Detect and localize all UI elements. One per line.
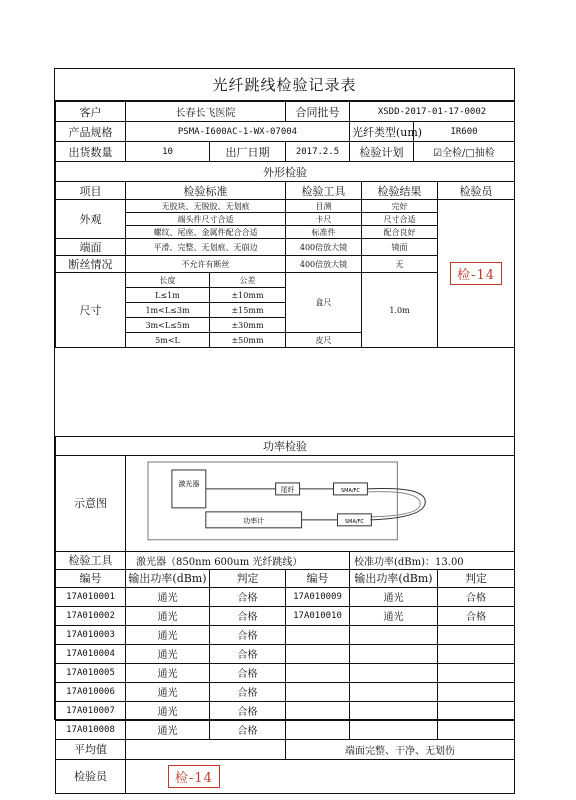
exterior-label: 外观 <box>56 200 126 239</box>
endface-label: 端面 <box>56 239 126 256</box>
row-power <box>350 720 438 739</box>
qty-label: 出货数量 <box>56 142 126 162</box>
exterior-result-2: 尺寸合适 <box>362 213 438 226</box>
row-power: 通光 <box>126 625 210 644</box>
row-no <box>286 663 350 682</box>
row-judge: 合格 <box>438 587 515 606</box>
row-no <box>286 644 350 663</box>
break-tool: 400倍放大镜 <box>286 256 362 273</box>
endface-standard: 平滑、完整、无划痕、无崩边 <box>126 239 286 256</box>
row-no <box>286 701 350 720</box>
diagram-label: 示意图 <box>56 456 126 552</box>
row-no: 17A010002 <box>56 606 126 625</box>
exterior-standard-2: 端头件尺寸合适 <box>126 213 286 226</box>
exterior-result-3: 配合良好 <box>362 226 438 239</box>
row-power <box>350 663 438 682</box>
exterior-standard-3: 螺纹、尾座、金属件配合合适 <box>126 226 286 239</box>
row-judge <box>438 625 515 644</box>
qty-value: 10 <box>126 142 210 162</box>
endface-tool: 400倍放大镜 <box>286 239 362 256</box>
row-judge: 合格 <box>210 587 286 606</box>
row-no: 17A010009 <box>286 587 350 606</box>
table-row <box>56 606 515 625</box>
table-row <box>56 663 515 682</box>
break-result: 无 <box>362 256 438 273</box>
row-power: 通光 <box>126 701 210 720</box>
row-power <box>350 625 438 644</box>
table-row <box>56 682 515 701</box>
col-standard: 检验标准 <box>126 182 286 200</box>
break-standard: 不允许有断丝 <box>126 256 286 273</box>
date-label: 出厂日期 <box>210 142 286 162</box>
row-power: 通光 <box>350 587 438 606</box>
size-label: 尺寸 <box>56 273 126 348</box>
table-row <box>56 701 515 720</box>
size-length-4: 5m<L <box>126 333 210 348</box>
tool-label: 检验工具 <box>56 551 126 569</box>
col-judge-right: 判定 <box>438 569 515 587</box>
col-power-left: 输出功率(dBm) <box>126 569 210 587</box>
size-head-tol: 公差 <box>210 273 286 288</box>
row-judge: 合格 <box>210 701 286 720</box>
row-judge: 合格 <box>210 720 286 739</box>
spec-value: PSMA-I600AC-1-WX-07004 <box>126 122 350 142</box>
exterior-standard-1: 无胶块、无脱胶、无划痕 <box>126 200 286 213</box>
plan-label: 检验计划 <box>350 142 414 162</box>
row-no <box>286 625 350 644</box>
spec-label: 产品规格 <box>56 122 126 142</box>
table-row <box>56 625 515 644</box>
inspector-sign-cell <box>126 759 515 793</box>
col-result: 检验结果 <box>362 182 438 200</box>
row-judge: 合格 <box>438 606 515 625</box>
row-no: 17A010010 <box>286 606 350 625</box>
row-no: 17A010006 <box>56 682 126 701</box>
contract-value: XSDD-2017-01-17-0002 <box>350 102 515 122</box>
row-no: 17A010008 <box>56 720 126 739</box>
form-title: 光纤跳线检验记录表 <box>55 69 514 101</box>
table-row <box>56 720 515 739</box>
table-row <box>56 587 515 606</box>
col-power-right: 输出功率(dBm) <box>350 569 438 587</box>
exterior-tool-3: 标准件 <box>286 226 362 239</box>
row-no: 17A010007 <box>56 701 126 720</box>
row-power <box>350 644 438 663</box>
diagram-meter-label: 功率计 <box>243 516 265 525</box>
inspector-cell <box>438 200 515 348</box>
diagram-cell <box>126 456 515 552</box>
row-power <box>350 701 438 720</box>
appearance-section-title: 外形检验 <box>56 162 515 182</box>
row-power: 通光 <box>126 720 210 739</box>
row-no: 17A010003 <box>56 625 126 644</box>
fiber-type-label: 光纤类型(um) <box>350 122 414 142</box>
row-judge: 合格 <box>210 644 286 663</box>
diagram-connector1-label: SMA/FC <box>341 487 360 494</box>
inspector-stamp: 检-14 <box>450 262 502 285</box>
row-judge <box>438 682 515 701</box>
col-judge-left: 判定 <box>210 569 286 587</box>
exterior-tool-2: 卡尺 <box>286 213 362 226</box>
test-setup-diagram <box>126 456 514 548</box>
power-section-title: 功率检验 <box>56 437 515 456</box>
date-value: 2017.2.5 <box>286 142 350 162</box>
row-power: 通光 <box>126 663 210 682</box>
col-item: 项目 <box>56 182 126 200</box>
customer-value: 长春长飞医院 <box>126 102 286 122</box>
contract-label: 合同批号 <box>286 102 350 122</box>
row-power <box>350 682 438 701</box>
row-judge: 合格 <box>210 663 286 682</box>
size-tool-2: 皮尺 <box>286 333 362 348</box>
col-inspector: 检验员 <box>438 182 515 200</box>
size-tool-1: 盒尺 <box>286 273 362 333</box>
size-length-3: 3m<L≤5m <box>126 318 210 333</box>
row-power: 通光 <box>126 644 210 663</box>
diagram-tail-label: 尾纤 <box>280 485 295 494</box>
size-tol-4: ±50mm <box>210 333 286 348</box>
row-power: 通光 <box>350 606 438 625</box>
appearance-table <box>55 161 515 348</box>
exterior-result-1: 完好 <box>362 200 438 213</box>
row-judge: 合格 <box>210 606 286 625</box>
exterior-tool-1: 目测 <box>286 200 362 213</box>
row-judge <box>438 663 515 682</box>
row-power: 通光 <box>126 606 210 625</box>
plan-value: ☑全检/□抽检 <box>414 142 515 162</box>
avg-note: 端面完整、干净、无划伤 <box>286 739 515 759</box>
customer-label: 客户 <box>56 102 126 122</box>
size-result: 1.0m <box>362 273 438 348</box>
inspection-form <box>54 68 515 786</box>
row-judge <box>438 644 515 663</box>
col-no-right: 编号 <box>286 569 350 587</box>
row-judge <box>438 720 515 739</box>
size-head-length: 长度 <box>126 273 210 288</box>
avg-value <box>126 739 286 759</box>
row-judge: 合格 <box>210 625 286 644</box>
inspector-label: 检验员 <box>56 759 126 793</box>
size-length-1: L≤1m <box>126 288 210 303</box>
col-tool: 检验工具 <box>286 182 362 200</box>
size-tol-2: ±15mm <box>210 303 286 318</box>
row-no: 17A010001 <box>56 587 126 606</box>
endface-result: 镜面 <box>362 239 438 256</box>
size-tol-1: ±10mm <box>210 288 286 303</box>
break-label: 断丝情况 <box>56 256 126 273</box>
size-tol-3: ±30mm <box>210 318 286 333</box>
row-no: 17A010004 <box>56 644 126 663</box>
avg-label: 平均值 <box>56 739 126 759</box>
size-length-2: 1m<L≤3m <box>126 303 210 318</box>
power-table <box>55 436 515 794</box>
col-no-left: 编号 <box>56 569 126 587</box>
row-power: 通光 <box>126 682 210 701</box>
row-power: 通光 <box>126 587 210 606</box>
bottom-inspector-stamp: 检-14 <box>168 765 220 788</box>
header-table <box>55 101 515 162</box>
tool-value: 激光器（850nm 600um 光纤跳线） <box>126 551 350 569</box>
fiber-type-value: IR600 <box>414 122 515 142</box>
row-no: 17A010005 <box>56 663 126 682</box>
calib-value: 校准功率(dBm)：13.00 <box>350 551 515 569</box>
diagram-connector2-label: SMA/FC <box>345 518 364 525</box>
diagram-laser-label: 激光器 <box>178 479 200 488</box>
row-judge: 合格 <box>210 682 286 701</box>
row-judge <box>438 701 515 720</box>
table-row <box>56 644 515 663</box>
row-no <box>286 682 350 701</box>
row-no <box>286 720 350 739</box>
